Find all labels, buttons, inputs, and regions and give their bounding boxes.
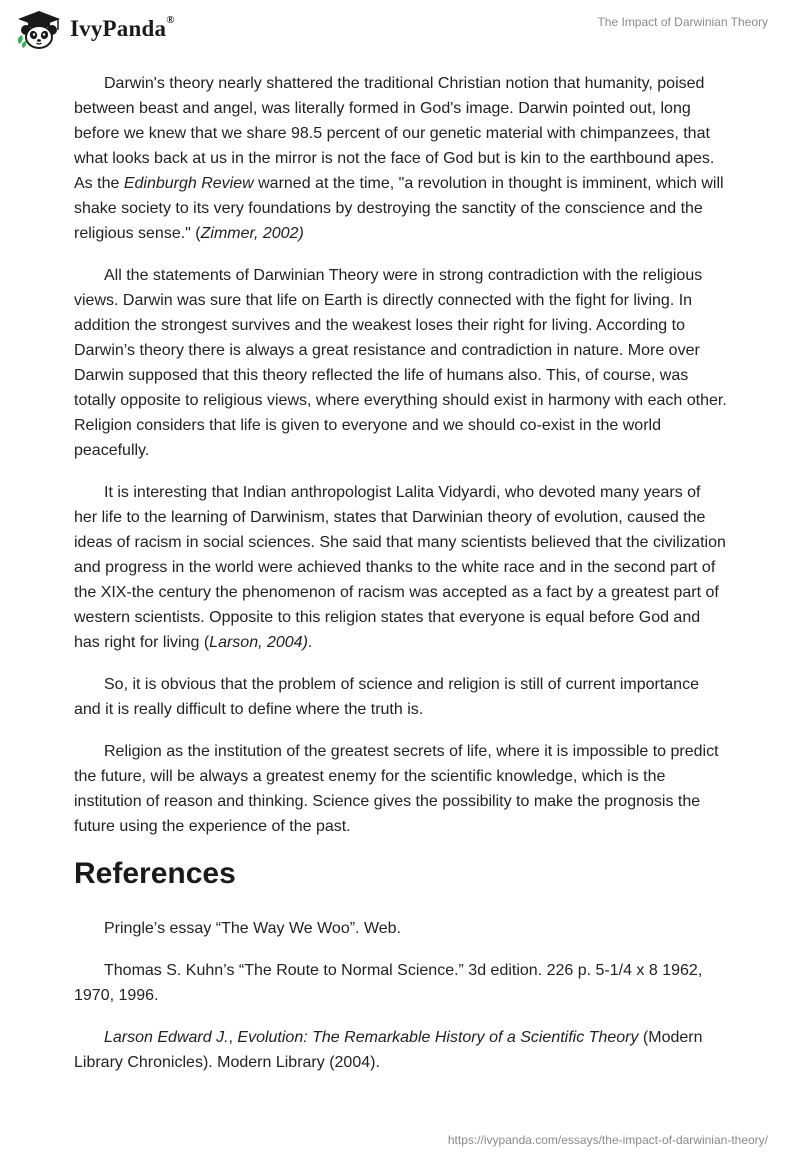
paragraph-conclusion: So, it is obvious that the problem of science and religion is still of current importance and it is really difficult to define where the truth is.: [74, 676, 699, 718]
reference-item-pringle: Pringle’s essay “The Way We Woo”. Web.: [104, 920, 401, 937]
citation-larson: Larson, 2004): [209, 634, 308, 651]
citation-zimmer: Zimmer, 2002): [200, 225, 304, 242]
page-header: [0, 0, 800, 60]
paragraph-darwin-notion: Darwin's theory nearly shattered the traditional Christian notion that humanity, poised between beast and angel, was literally formed in God's image. Darwin pointed out, long before we knew that we share 98.5 percent of our genetic material with chimpanzees, that what looks back at us in the mirror is not the face of God but is kin to the earthbound apes. As the Edinburgh Review warned at the time, "a revolution in thought is imminent, which will shake society to its very foundations by destroying the sanctity of the conscience and the religious sense." (Zimmer, 2002): [74, 75, 724, 242]
paragraph-contradiction: All the statements of Darwinian Theory were in strong contradiction with the religious views. Darwin was sure that life on Earth is directly connected with the fight for living. In addition the strongest survives and the weakest loses their right for living. According to Darwin’s theory there is always a great resistance and contradiction in nature. More over Darwin supposed that this theory reflected the life of humans also. This, of course, was totally opposite to religious views, where everything should exist in harmony with each other. Religion considers that life is given to everyone and we should co-exist in the world peacefully.: [74, 267, 727, 459]
edinburgh-review-title: Edinburgh Review: [123, 175, 254, 192]
paragraph-racism: It is interesting that Indian anthropologist Lalita Vidyardi, who devoted many years of her life to the learning of Darwinism, states that Darwinian theory of evolution, caused the ideas of racism in social sciences. She said that many scientists believed that the civilization and progress in the world were achieved thanks to the white race and in the second part of the XIX-the century the phenomenon of racism was accepted as a fact by a greatest part of western scientists. Opposite to this religion states that everyone is equal before God and has right for living (Larson, 2004).: [74, 484, 726, 651]
ivypanda-logo[interactable]: [14, 8, 175, 50]
paragraph-religion-science: Religion as the institution of the greatest secrets of life, where it is impossible to predict the future, will be always a greatest enemy for the scientific knowledge, which is the institution of reason and thinking. Science gives the possibility to make the prognosis the future using the experience of the past.: [74, 743, 719, 835]
source-url[interactable]: https://ivypanda.com/essays/the-impact-of-darwinian-theory/: [447, 1133, 768, 1147]
document-title: The Impact of Darwinian Theory: [597, 15, 768, 29]
brand-name: IvyPanda®: [70, 14, 175, 41]
reference-item-larson: Larson Edward J., Evolution: The Remarkable History of a Scientific Theory (Modern Library Chronicles). Modern Library (2004).: [74, 1029, 703, 1071]
panda-logo-icon: [14, 8, 64, 50]
reference-item-kuhn: Thomas S. Kuhn’s “The Route to Normal Science.” 3d edition. 226 p. 5-1/4 x 8 1962, 1970, 1996.: [74, 962, 703, 1004]
references-heading: References: [74, 857, 236, 890]
essay-content: [74, 71, 728, 1092]
